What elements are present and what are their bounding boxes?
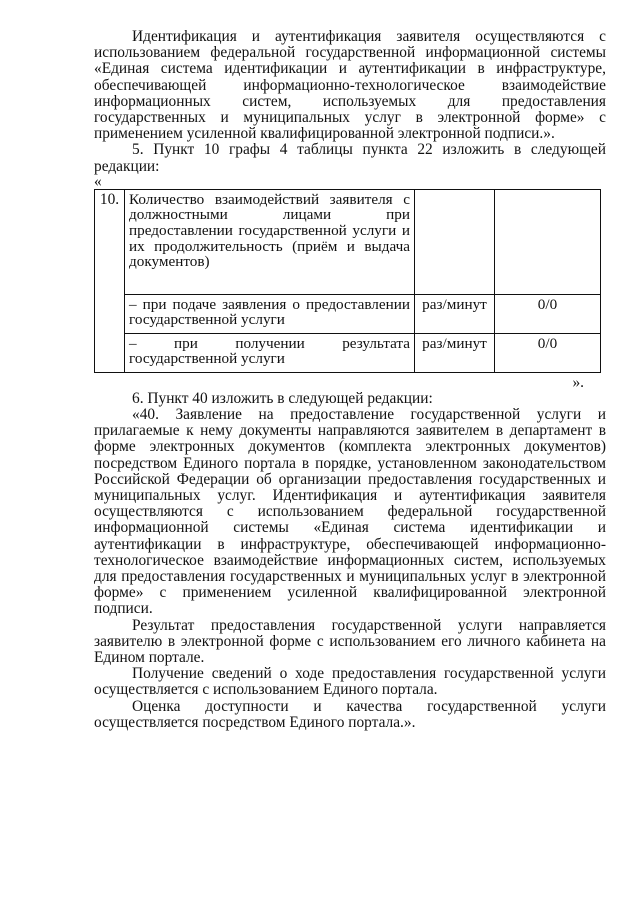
empty-unit-cell: [415, 189, 495, 294]
interaction-count-cell: Количество взаимодействий заявителя с должностными лицами при предоставлении государственной услуги и их продолжительность (приём и выдача документов): [125, 189, 415, 294]
row-number-cell: 10.: [95, 189, 125, 372]
receipt-unit-cell: раз/минут: [415, 333, 495, 372]
table-row: [95, 333, 601, 372]
receipt-value-cell: 0/0: [495, 333, 601, 372]
document-page: [94, 29, 606, 731]
paragraph-item-6: 6. Пункт 40 изложить в следующей редакции:: [132, 389, 433, 407]
paragraph-quality-rating: Оценка доступности и качества государственной услуги осуществляется посредством Единого портала.».: [94, 697, 606, 731]
submission-value-cell: 0/0: [495, 294, 601, 333]
table-row: [95, 189, 601, 294]
paragraph-result: Результат предоставления государственной услуги направляется заявителю в электронной форме с использованием его личного кабинета на Едином портале.: [94, 616, 606, 667]
paragraph-item-5: 5. Пункт 10 графы 4 таблицы пункта 22 изложить в следующей редакции:: [94, 141, 606, 175]
submission-unit-cell: раз/минут: [415, 294, 495, 333]
paragraph-point-40: «40. Заявление на предоставление государственной услуги и прилагаемые к нему документы направляются заявителем в департамент в форме электронных документов (комплекта электронных документов) посредством Единого портала в порядке, установленном законодательством Российской Федерации об организации предоставления государственных и муниципальных услуг. Идентификация и аутентификация заявителя осуществляются с использованием федеральной государственной информационной системы «Единая система идентификации и аутентификации в инфраструктуре, обеспечивающей информационно-технологическое взаимодействие информационных систем, используемых для предоставления государственных и муниципальных услуг в электронной форме» с применением усиленной квалифицированной электронной подписи.: [94, 406, 606, 618]
receipt-label-cell: – при получении результата государственной услуги: [125, 333, 415, 372]
opening-quote: «: [94, 172, 102, 190]
amendment-table: [94, 189, 601, 373]
empty-value-cell: [495, 189, 601, 294]
paragraph-identification: Идентификация и аутентификация заявителя осуществляются с использованием федеральной государственной информационной системы «Единая система идентификации и аутентификации в инфраструктуре, обеспечивающей информационно-технологическое взаимодействие информационных систем, используемых для предоставления государственных и муниципальных услуг в электронной форме» с применением усиленной квалифицированной электронной подписи.».: [94, 28, 606, 143]
table-row: [95, 294, 601, 333]
closing-quote: ».: [572, 373, 584, 391]
paragraph-progress-info: Получение сведений о ходе предоставления государственной услуги осуществляется с использованием Единого портала.: [94, 665, 606, 699]
submission-label-cell: – при подаче заявления о предоставлении государственной услуги: [125, 294, 415, 333]
